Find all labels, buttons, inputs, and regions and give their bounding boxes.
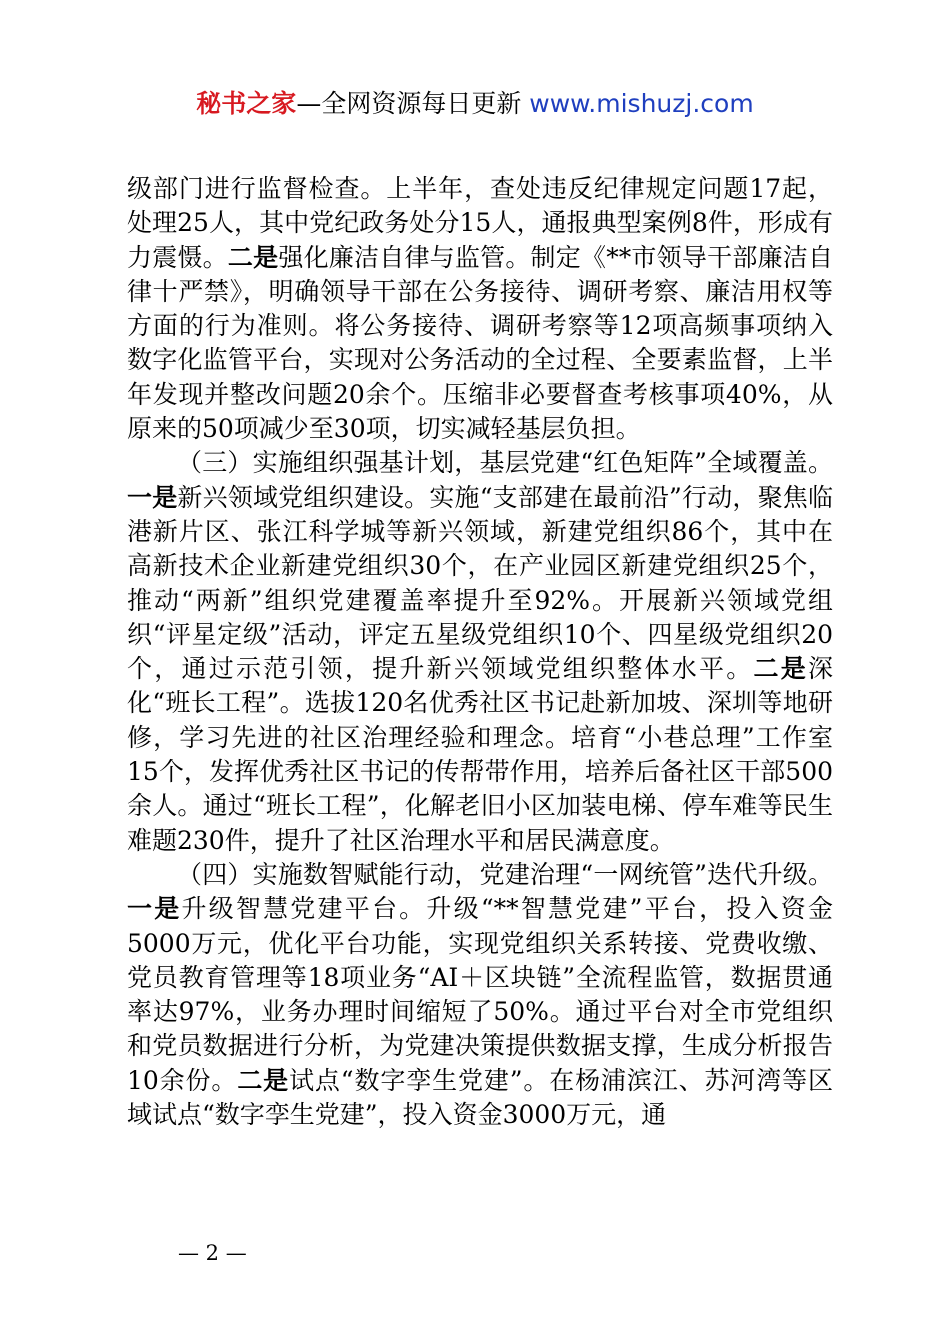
paragraph-2: （三）实施组织强基计划，基层党建“红色矩阵”全域覆盖。一是新兴领域党组织建设。实施“支部建在最前沿”行动，聚焦临港新片区、张江科学城等新兴领域，新建党组织86个，其中在高新技术企业新建党组织30个，在产业园区新建党组织25个，推动“两新”组织党建覆盖率提升至92%。开展新兴领域党组织“评星定级”活动，评定五星级党组织10个、四星级党组织20个，通过示范引领，提升新兴领域党组织整体水平。二是深化“班长工程”。选拔120名优秀社区书记赴新加坡、深圳等地研修，学习先进的社区治理经验和理念。培育“小巷总理”工作室15个，发挥优秀社区书记的传帮带作用，培养后备社区干部500余人。通过“班长工程”，化解老旧小区加装电梯、停车难等民生难题230件，提升了社区治理水平和居民满意度。	[127, 448, 833, 855]
site-url-link[interactable]: www.mishuzj.com	[529, 89, 754, 118]
page-number: — 2 —	[178, 1241, 247, 1265]
bold-label: 一是	[127, 894, 182, 924]
bold-label: 一是	[127, 482, 178, 512]
site-header	[0, 86, 950, 122]
paragraph-3: （四）实施数智赋能行动，党建治理“一网统管”迭代升级。一是升级智慧党建平台。升级“**智慧党建”平台，投入资金5000万元，优化平台功能，实现党组织关系转接、党费收缴、党员教育管理等18项业务“AI＋区块链”全流程监管，数据贯通率达97%，业务办理时间缩短了50%。通过平台对全市党组织和党员数据进行分析，为党建决策提供数据支撑，生成分析报告10余份。二是试点“数字孪生党建”。在杨浦滨江、苏河湾等区域试点“数字孪生党建”，投入资金3000万元，通	[127, 859, 833, 1130]
bold-label: 二是	[237, 1065, 290, 1095]
bold-label: 二是	[227, 242, 279, 272]
header-slogan: —全网资源每日更新	[296, 89, 530, 118]
paragraph-1: 级部门进行监督检查。上半年，查处违反纪律规定问题17起，处理25人，其中党纪政务处分15人，通报典型案例8件，形成有力震慑。二是强化廉洁自律与监管。制定《**市领导干部廉洁自律十严禁》，明确领导干部在公务接待、调研考察、廉洁用权等方面的行为准则。将公务接待、调研考察等12项高频事项纳入数字化监管平台，实现对公务活动的全过程、全要素监督，上半年发现并整改问题20余个。压缩非必要督查考核事项40%，从原来的50项减少至30项，切实减轻基层负担。	[127, 174, 833, 444]
brand-name: 秘书之家	[196, 89, 297, 118]
document-body	[127, 172, 833, 1132]
bold-label: 二是	[753, 654, 808, 684]
